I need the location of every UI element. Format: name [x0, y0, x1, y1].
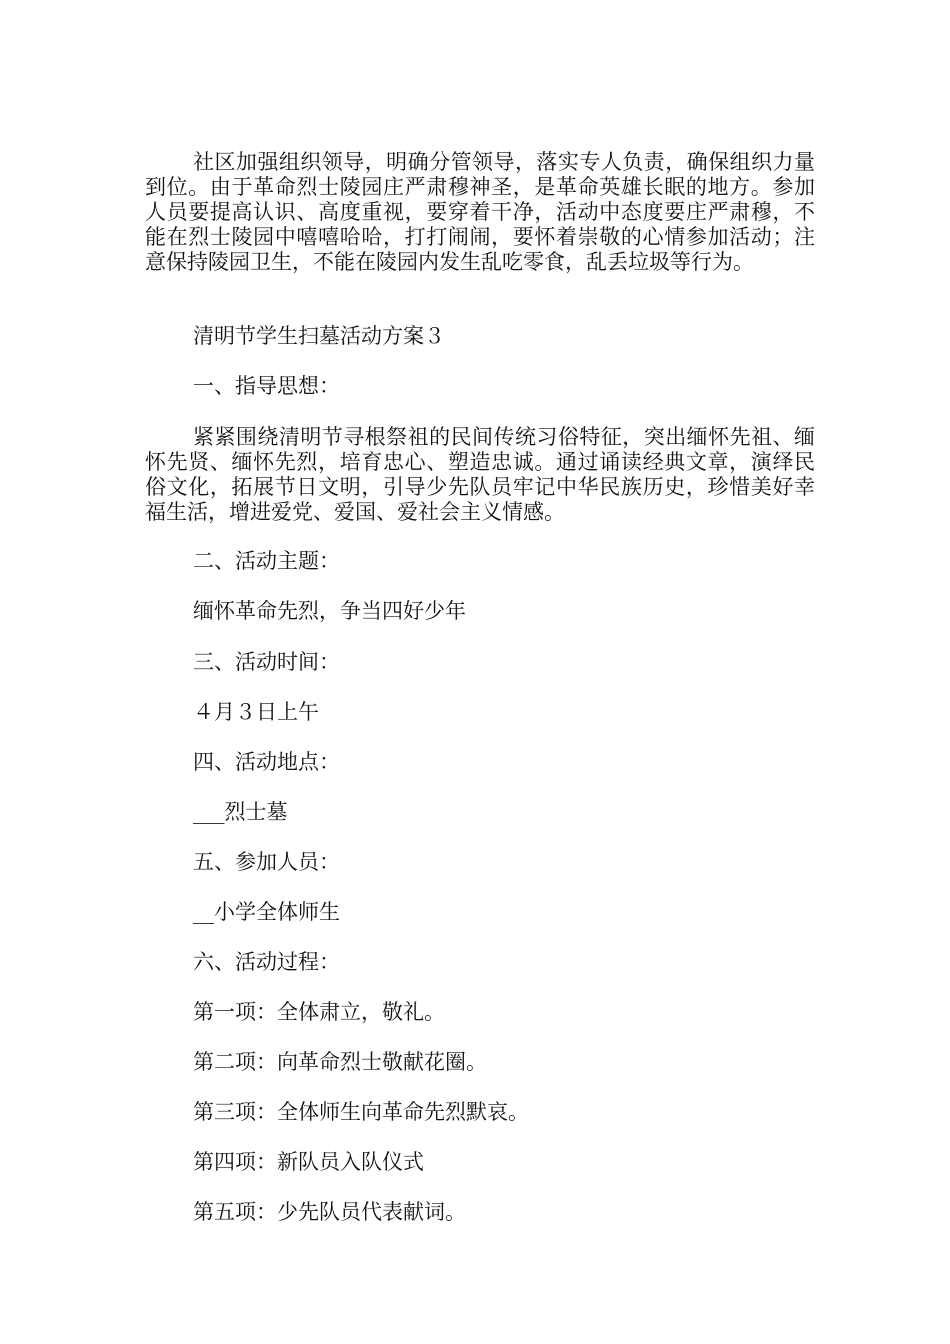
place-text: ___烈士墓 — [193, 800, 288, 824]
process-step-3: 第三项：全体师生向革命先烈默哀。 — [193, 1100, 529, 1124]
process-step-2: 第二项：向革命烈士敬献花圈。 — [193, 1050, 487, 1074]
paragraph-guiding-thought: 紧紧围绕清明节寻根祭祖的民间传统习俗特征，突出缅怀先祖、缅怀先贤、缅怀先烈，培育忠心、塑造忠诚。通过诵读经典文章，演绎民俗文化，拓展节日文明，引导少先队员牢记中华民族历史，珍惜美好幸福生活，增进爱党、爱国、爱社会主义情感。 — [145, 425, 815, 524]
theme-text: 缅怀革命先烈，争当四好少年 — [193, 599, 466, 623]
heading-theme: 二、活动主题： — [193, 549, 340, 573]
process-step-4: 第四项：新队员入队仪式 — [193, 1150, 424, 1174]
time-text: ４月３日上午 — [193, 700, 319, 724]
paragraph-organization: 社区加强组织领导，明确分管领导，落实专人负责，确保组织力量到位。由于革命烈士陵园庄严肃穆神圣，是革命英雄长眠的地方。参加人员要提高认识、高度重视，要穿着干净，活动中态度要庄严肃穆，不能在烈士陵园中嘻嘻哈哈，打打闹闹，要怀着崇敬的心情参加活动；注意保持陵园卫生，不能在陵园内发生乱吃零食，乱丢垃圾等行为。 — [145, 150, 815, 274]
document-title: 清明节学生扫墓活动方案３ — [193, 324, 445, 348]
heading-place: 四、活动地点： — [193, 750, 340, 774]
process-step-1: 第一项：全体肃立，敬礼。 — [193, 1000, 445, 1024]
participants-text: __小学全体师生 — [193, 900, 340, 924]
heading-guiding-thought: 一、指导思想： — [193, 374, 340, 398]
process-step-5: 第五项：少先队员代表献词。 — [193, 1200, 466, 1224]
heading-participants: 五、参加人员： — [193, 850, 340, 874]
heading-process: 六、活动过程： — [193, 950, 340, 974]
heading-time: 三、活动时间： — [193, 650, 340, 674]
